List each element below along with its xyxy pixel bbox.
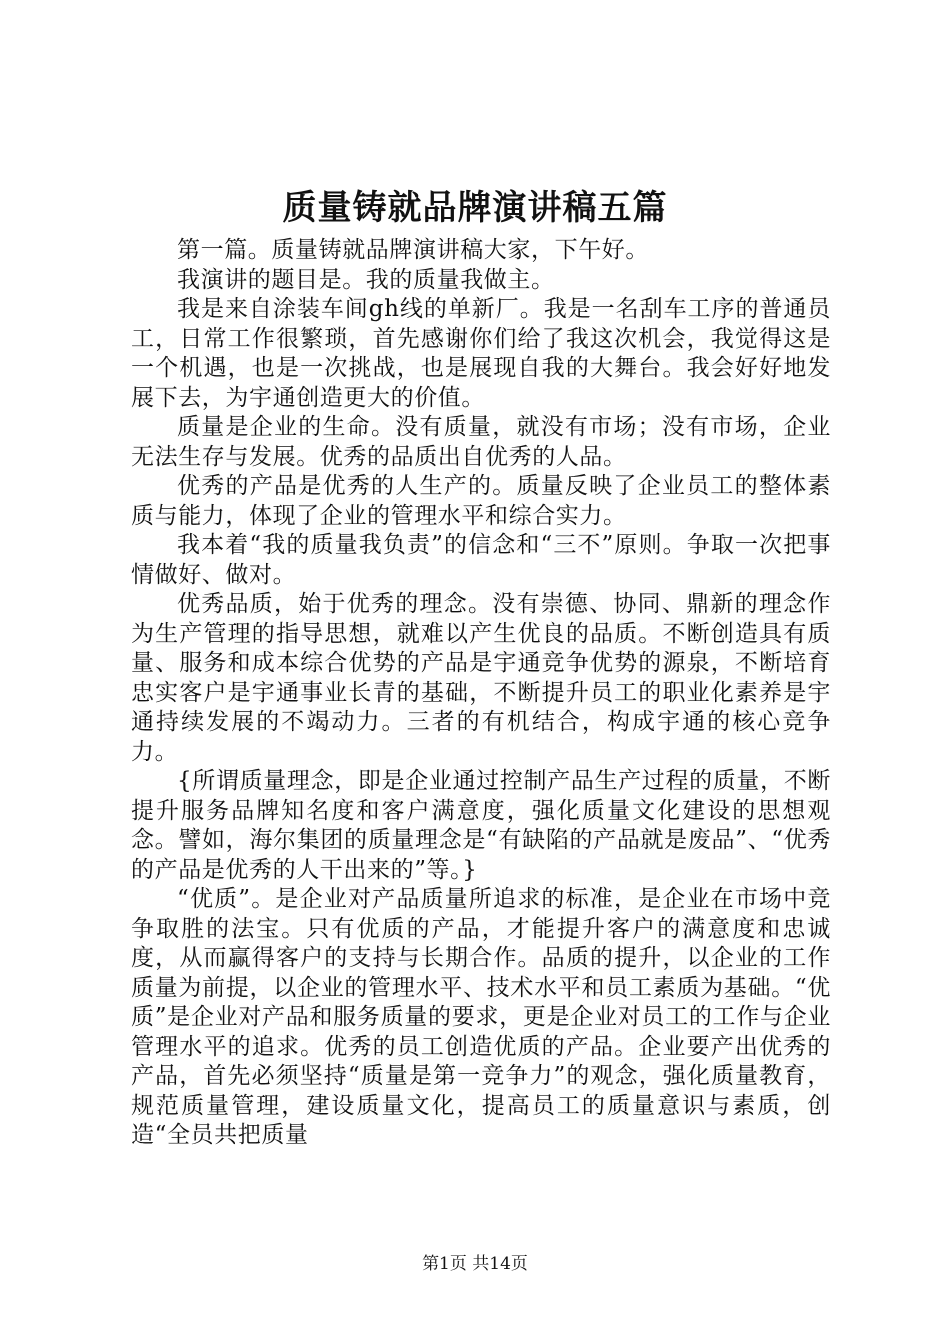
paragraph-5: 优秀的产品是优秀的人生产的。质量反映了企业员工的整体素质与能力，体现了企业的管理水平和综合实力。 — [131, 473, 831, 529]
paragraph-3: 我是来自涂装车间gh线的单新厂。我是一名刮车工序的普通员工，日常工作很繁琐，首先感谢你们给了我这次机会，我觉得这是一个机遇，也是一次挑战，也是展现自我的大舞台。我会好好地发展下去，为宇通创造更大的价值。 — [131, 296, 831, 411]
page-footer: 第1页 共14页 — [422, 1254, 528, 1274]
document-body — [131, 236, 831, 1151]
paragraph-7: 优秀品质，始于优秀的理念。没有崇德、协同、鼎新的理念作为生产管理的指导思想，就难以产生优良的品质。不断创造具有质量、服务和成本综合优势的产品是宇通竞争优势的源泉，不断培育忠实客户是宇通事业长青的基础，不断提升员工的职业化素养是宇通持续发展的不竭动力。三者的有机结合，构成宇通的核心竞争力。 — [131, 591, 831, 765]
document-title: 质量铸就品牌演讲稿五篇 — [282, 188, 668, 228]
paragraph-4: 质量是企业的生命。没有质量，就没有市场；没有市场，企业无法生存与发展。优秀的品质出自优秀的人品。 — [131, 414, 831, 470]
paragraph-2: 我演讲的题目是。我的质量我做主。 — [177, 266, 555, 293]
paragraph-9: “优质”。是企业对产品质量所追求的标准，是企业在市场中竞争取胜的法宝。只有优质的产品，才能提升客户的满意度和忠诚度，从而赢得客户的支持与长期合作。品质的提升，以企业的工作质量为前提，以企业的管理水平、技术水平和员工素质为基础。“优质”是企业对产品和服务质量的要求，更是企业对员工的工作与企业管理水平的追求。优秀的员工创造优质的产品。企业要产出优秀的产品，首先必须坚持“质量是第一竞争力”的观念，强化质量教育，规范质量管理，建设质量文化，提高员工的质量意识与素质，创造“全员共把质量 — [131, 886, 831, 1148]
paragraph-8: {所谓质量理念，即是企业通过控制产品生产过程的质量，不断提升服务品牌知名度和客户满意度，强化质量文化建设的思想观念。譬如，海尔集团的质量理念是“有缺陷的产品就是废品”、“优秀的产品是优秀的人干出来的”等。} — [131, 768, 831, 883]
paragraph-6: 我本着“我的质量我负责”的信念和“三不”原则。争取一次把事情做好、做对。 — [131, 532, 831, 588]
paragraph-1: 第一篇。质量铸就品牌演讲稿大家，下午好。 — [177, 237, 649, 263]
